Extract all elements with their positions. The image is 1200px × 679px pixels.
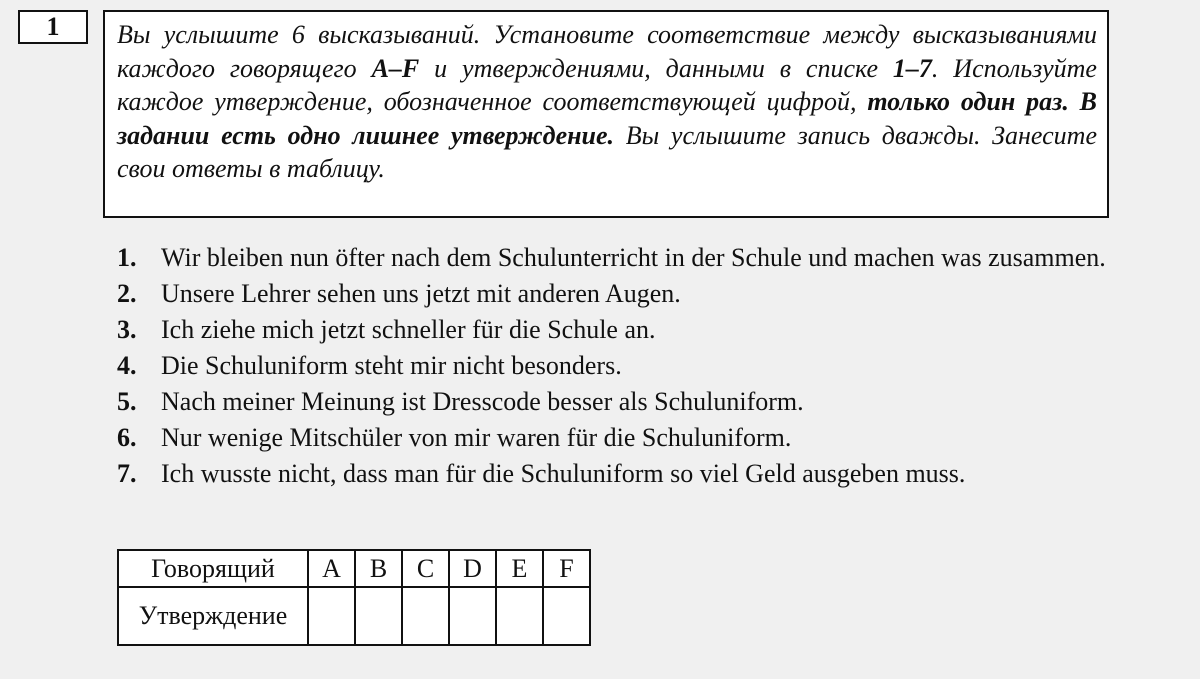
statement-item	[117, 240, 1107, 276]
task-number: 1	[18, 10, 88, 44]
speaker-a: A	[308, 550, 355, 587]
statement-number: 5.	[117, 387, 137, 416]
statement-number: 3.	[117, 315, 137, 344]
statement-number: 6.	[117, 423, 137, 452]
statement-number: 1.	[117, 243, 137, 272]
answer-cell-c[interactable]	[402, 587, 449, 645]
statement-text: Unsere Lehrer sehen uns jetzt mit anderen Augen.	[161, 279, 681, 308]
speaker-d: D	[449, 550, 496, 587]
statement-text: Die Schuluniform steht mir nicht besonders.	[161, 351, 622, 380]
statement-item	[117, 348, 1107, 384]
speaker-c: C	[402, 550, 449, 587]
statement-text: Wir bleiben nun öfter nach dem Schulunterricht in der Schule und machen was zusammen.	[161, 243, 1106, 272]
answer-table	[117, 549, 591, 646]
speaker-f: F	[543, 550, 590, 587]
statement-text: Ich ziehe mich jetzt schneller für die Schule an.	[161, 315, 656, 344]
answer-header: Утверждение	[118, 587, 308, 645]
statement-text: Nur wenige Mitschüler von mir waren für die Schuluniform.	[161, 423, 792, 452]
statement-text: Ich wusste nicht, dass man für die Schuluniform so viel Geld ausgeben muss.	[161, 459, 966, 488]
statement-item	[117, 312, 1107, 348]
answer-cell-e[interactable]	[496, 587, 543, 645]
instruction-speakers-range: A–F	[371, 53, 420, 83]
statement-number: 2.	[117, 279, 137, 308]
answer-cell-b[interactable]	[355, 587, 402, 645]
instruction-text: Вы услышите запись дважды. Занесите свои ответы в таблицу.	[117, 120, 1097, 184]
instruction-statements-range: 1–7	[892, 53, 932, 83]
answer-cell-d[interactable]	[449, 587, 496, 645]
speaker-header: Говорящий	[118, 550, 308, 587]
statement-item	[117, 456, 1107, 492]
instruction-text: Вы услышите 6 высказываний. Установите соответствие между высказываниями каждого говорящего	[117, 20, 1097, 83]
instruction-box	[103, 10, 1109, 218]
speaker-b: B	[355, 550, 402, 587]
statement-item	[117, 420, 1107, 456]
statement-text: Nach meiner Meinung ist Dresscode besser als Schuluniform.	[161, 387, 804, 416]
statement-number: 7.	[117, 459, 137, 488]
answer-row	[118, 587, 590, 645]
answer-cell-a[interactable]	[308, 587, 355, 645]
answer-cell-f[interactable]	[543, 587, 590, 645]
statement-item	[117, 276, 1107, 312]
statements-list	[117, 240, 1107, 492]
instruction-text: и утверждениями, данными в списке	[419, 53, 893, 83]
speaker-e: E	[496, 550, 543, 587]
statement-item	[117, 384, 1107, 420]
instruction-text: . Используйте каждое утверждение, обозначенное соответствующей цифрой,	[117, 53, 1097, 117]
instruction-emphasis: только один раз. В задании есть одно лишнее утверждение.	[117, 87, 1097, 150]
speaker-row	[118, 550, 590, 587]
statement-number: 4.	[117, 351, 137, 380]
